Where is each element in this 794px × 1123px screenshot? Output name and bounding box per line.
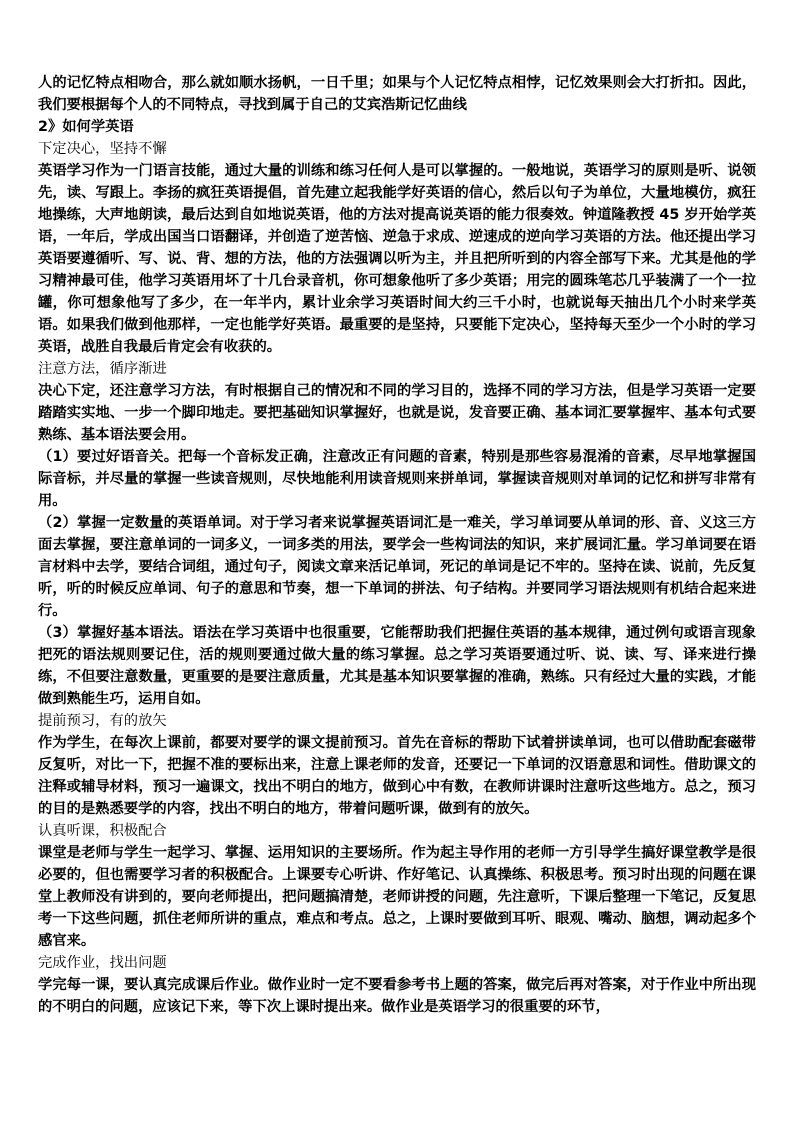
section-paragraph: 决心下定，还注意学习方法，有时根据自己的情况和不同的学习目的，选择不同的学习方法，但是学习英语一定要踏踏实实地、一步一个脚印地走。要把基础知识掌握好，也就是说，发音要正确、基本词汇要掌握牢、基本句式要熟练、基本语法要会用。 — [38, 383, 756, 443]
section-title: 2》如何学英语 — [38, 119, 134, 135]
section-paragraph: 英语学习作为一门语言技能，通过大量的训练和练习任何人是可以掌握的。一般地说，英语学习的原则是听、说领先，读、写跟上。李扬的疯狂英语提倡，首先建立起我能学好英语的信心，然后以句子为单位，大量地模仿，疯狂地操练，大声地朗读，最后达到自如地说英语，他的方法对提高说英语的能力很奏效。钟道隆教授 45 岁开始学英语，一年后，学成出国当口语翻译，并创造了逆苦恼、逆急于求成、逆速成的逆向学习英语的方法。他还提出学习英语要遵循听、写、说、背、想的方法，他的方法强调以听为主，并且把所听到的内容全部写下来。尤其是他的学习精神最可佳，他学习英语用坏了十几台录音机，你可想象他听了多少英语；用完的圆珠笔芯几乎装满了一个一拉罐，你可想象他写了多少，在一年半内，累计业余学习英语时间大约三千小时，也就说每天抽出几个小时来学英语。如果我们做到他那样，一定也能学好英语。最重要的是坚持，只要能下定决心，坚持每天至少一个小时的学习英语，战胜自我最后肯定会有收获的。 — [38, 163, 756, 355]
section-heading: 下定决心，坚持不懈 — [38, 141, 167, 157]
intro-paragraph: 人的记忆特点相吻合，那么就如顺水扬帆，一日千里；如果与个人记忆特点相悖，记忆效果则会大打折扣。因此，我们要根据每个人的不同特点，寻找到属于自己的艾宾浩斯记忆曲线 — [38, 75, 756, 113]
section-paragraph: 作为学生，在每次上课前，都要对要学的课文提前预习。首先在音标的帮助下试着拼读单词，也可以借助配套磁带反复听，对比一下，把握不准的要标出来，注意上课老师的发音，还要记一下单词的汉语意思和词性。借助课文的注释或辅导材料，预习一遍课文，找出不明白的地方，做到心中有数，在教师讲课时注意听这些地方。总之，预习的目的是熟悉要学的内容，找出不明白的地方，带着问题听课，做到有的放矢。 — [38, 735, 756, 817]
section-paragraph: （3）掌握好基本语法。语法在学习英语中也很重要，它能帮助我们把握住英语的基本规律，通过例句或语言现象把死的语法规则要记住，活的规则要通过做大量的练习掌握。总之学习英语要通过听、说、读、写、译来进行操练，不但要注意数量，更重要的是要注意质量，尤其是基本知识要掌握的准确，熟练。只有经过大量的实践，才能做到熟能生巧，运用自如。 — [38, 625, 756, 707]
section-paragraph: （2）掌握一定数量的英语单词。对于学习者来说掌握英语词汇是一难关，学习单词要从单词的形、音、义这三方面去掌握，要注意单词的一词多义，一词多类的用法，要学会一些构词法的知识，来扩展词汇量。学习单词要在语言材料中去学，要结合词组，通过句子，阅读文章来活记单词，死记的单词是记不牢的。坚持在读、说前，先反复听，听的时候反应单词、句子的意思和节奏，想一下单词的拼法、句子结构。并要同学习语法规则有机结合起来进行。 — [38, 515, 756, 619]
section-heading: 提前预习，有的放矢 — [38, 713, 167, 729]
section-paragraph: 学完每一课，要认真完成课后作业。做作业时一定不要看参考书上题的答案，做完后再对答案，对于作业中所出现的不明白的问题，应该记下来，等下次上课时提出来。做作业是英语学习的很重要的环节， — [38, 977, 756, 1015]
section-heading: 注意方法，循序渐进 — [38, 361, 167, 377]
section-heading: 认真听课，积极配合 — [38, 823, 167, 839]
section-paragraph: 课堂是老师与学生一起学习、掌握、运用知识的主要场所。作为起主导作用的老师一方引导学生搞好课堂教学是很必要的，但也需要学习者的积极配合。上课要专心听讲、作好笔记、认真操练、积极思考。预习时出现的问题在课堂上教师没有讲到的，要向老师提出，把问题搞清楚，老师讲授的问题，先注意听，下课后整理一下笔记，反复思考一下这些问题，抓住老师所讲的重点，难点和考点。总之，上课时要做到耳听、眼观、嘴动、脑想，调动起多个感官来。 — [38, 845, 756, 949]
section-paragraph: （1）要过好语音关。把每一个音标发正确，注意改正有问题的音素，特别是那些容易混淆的音素，尽早地掌握国际音标，并尽量的掌握一些读音规则，尽快地能利用读音规则来拼单词，掌握读音规则对单词的记忆和拼写非常有用。 — [38, 449, 756, 509]
document-body — [38, 72, 756, 1018]
section-heading: 完成作业，找出问题 — [38, 955, 167, 971]
